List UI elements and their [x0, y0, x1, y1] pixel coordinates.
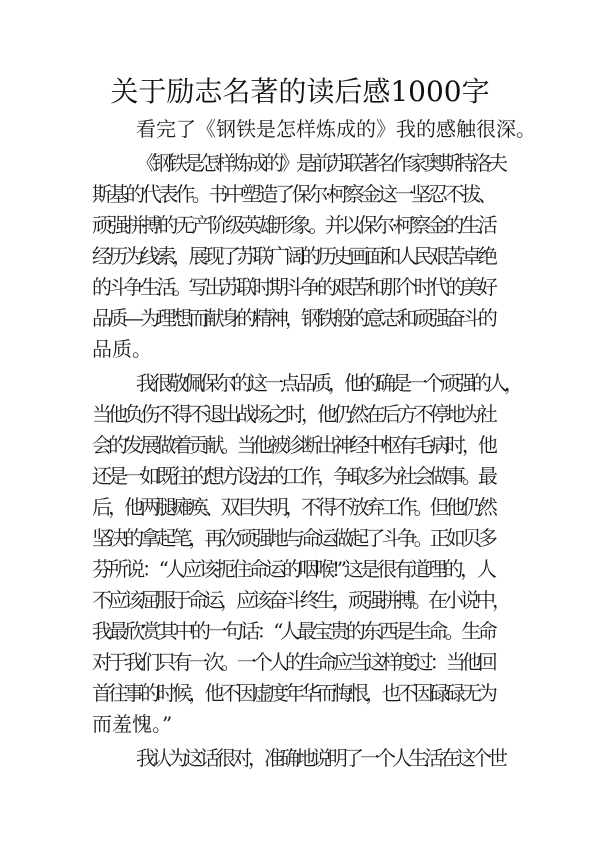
- text-line: 首往事的时候，他不因虚度年华而悔恨，也不因碌碌无为: [92, 681, 494, 705]
- text-line: 而羞愧。”: [92, 712, 173, 736]
- text-line: 品质—为理想而献身的精神，钢铁般的意志和顽强奋斗的: [92, 306, 494, 330]
- text-line: 看完了《钢铁是怎样炼成的》我的感触很深。: [136, 117, 536, 141]
- text-line: 斯基的代表作。书中塑造了保尔·柯察金这一坚忍不拔、: [92, 182, 495, 206]
- text-line: 顽强拼搏的无产阶级英雄形象。并以保尔·柯察金的生活: [92, 213, 495, 237]
- text-line: 对于我们只有一次。一个人的生命应当这样度过：当他回: [92, 650, 494, 674]
- text-line: 的斗争生活。写出苏联时期斗争的艰苦和那个时代的美好: [92, 275, 494, 299]
- paragraph: [92, 368, 520, 740]
- text-line: 后，他两腿瘫痪、双目失明，不得不放弃工作。但他仍然: [92, 495, 494, 519]
- paragraph: [92, 114, 536, 145]
- paragraph: [92, 743, 504, 774]
- text-line: 芬所说：“人应该扼住命运的咽喉!”这是很有道理的，人: [92, 557, 494, 581]
- text-line: 不应该屈服于命运，应该奋斗终生，顽强拼搏。在小说中，: [92, 588, 508, 612]
- text-line: 经历为线索，展现了苏联广阔的历史画面和人民艰苦卓绝: [92, 244, 494, 268]
- text-line: 我认为这话很对，准确地说明了一个人生活在这个世: [136, 746, 504, 770]
- text-line: 品质。: [92, 337, 152, 361]
- paragraph: [92, 148, 504, 365]
- text-line: 《钢铁是怎样炼成的》是前苏联著名作家奥斯特洛夫: [136, 151, 504, 175]
- text-line: 坚决的拿起笔，再次顽强地与命运做起了斗争。正如贝多: [92, 526, 494, 550]
- text-line: 当他负伤不得不退出战场之时，他仍然在后方不停地为社: [92, 402, 494, 426]
- text-line: 我很敬佩保尔的这一点品质，他的确是一个顽强的人，: [136, 371, 520, 395]
- document-body: [92, 114, 536, 777]
- document-title: 关于励志名著的读后感1000字: [110, 75, 490, 108]
- text-line: 会的发展做着贡献。当他被诊断出神经中枢有毛病时，他: [92, 433, 494, 457]
- text-line: 我最欣赏其中的一句话：“人最宝贵的东西是生命。生命: [92, 619, 495, 643]
- text-line: 还是一如既往的想方设法的工作，争取多为社会做事。最: [92, 464, 494, 488]
